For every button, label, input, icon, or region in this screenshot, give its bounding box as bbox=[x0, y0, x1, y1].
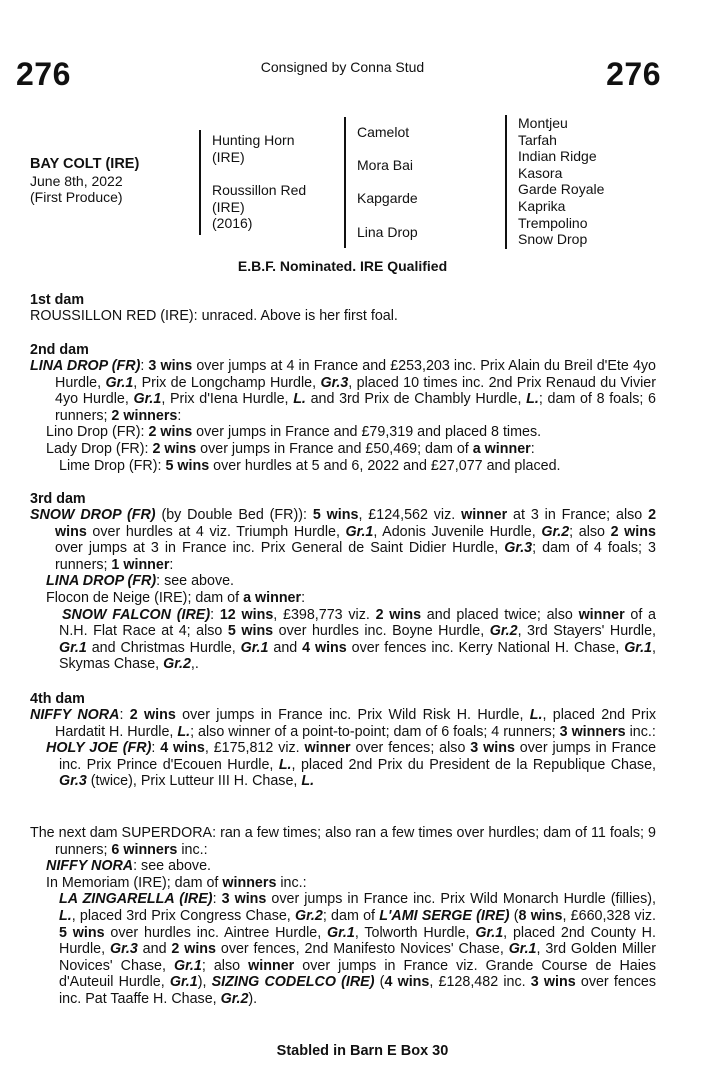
second-dam-text: LINA DROP (FR): 3 wins over jumps at 4 in France and £253,203 inc. Prix Alain du Breil d'Ete 4yo Hurdle, Gr.1, Prix de Longchamp Hurdle, Gr.3, placed 10 times inc. 2nd Prix Renaud du Vivier 4yo Hurdle, Gr.1, Prix d'Iena Hurdle, L. and 3rd Prix de Chambly Hurdle, L.; dam of 8 foals; 6 runners; 2 winners: bbox=[30, 358, 657, 424]
first-dam-heading: 1st dam bbox=[30, 292, 85, 308]
stabling-footer: Stabled in Barn E Box 30 bbox=[276, 1043, 449, 1059]
third-dam-heading: 3rd dam bbox=[30, 491, 86, 507]
great-grandparents bbox=[518, 115, 604, 248]
fourth-dam-text: NIFFY NORA: 2 wins over jumps in France inc. Prix Wild Risk H. Hurdle, L., placed 2nd Prix Hardatit H. Hurdle, L.; also winner of a point-to-point; dam of 6 foals; 4 runners; 3 winners inc.: bbox=[30, 707, 657, 740]
third-dam-produce-1: LINA DROP (FR): see above. bbox=[46, 573, 235, 590]
ggp-4: Kasora bbox=[518, 164, 563, 181]
fourth-dam-produce-1: HOLY JOE (FR): 4 wins, £175,812 viz. winner over fences; also 3 wins over jumps in France inc. Prix Prince d'Ecouen Hurdle, L., placed 2nd Prix du President de la Republique Chase, Gr.3 (twice), Prix Lutteur III H. Chase, L. bbox=[46, 740, 657, 790]
next-dam-text: The next dam SUPERDORA: ran a few times; also ran a few times over hurdles; dam of 11 foals; 9 runners; 6 winners inc.: bbox=[30, 825, 656, 858]
section-first-dam bbox=[30, 292, 656, 325]
section-third-dam bbox=[30, 491, 656, 673]
sire-country: (IRE) bbox=[212, 148, 245, 165]
section-second-dam bbox=[30, 342, 656, 474]
pedigree-bracket-1 bbox=[199, 130, 201, 235]
granddam-2: Lina Drop bbox=[357, 224, 418, 240]
second-dam-produce-3: Lime Drop (FR): 5 wins over hurdles at 5 and 6, 2022 and £27,077 and placed. bbox=[59, 457, 561, 474]
next-dam-produce-2: In Memoriam (IRE); dam of winners inc.: bbox=[46, 874, 307, 891]
lot-number-right: 276 bbox=[606, 56, 661, 92]
second-dam-heading: 2nd dam bbox=[30, 342, 89, 358]
ggp-5: Garde Royale bbox=[518, 181, 605, 198]
third-dam-produce-2: Flocon de Neige (IRE); dam of a winner: bbox=[46, 589, 306, 606]
pedigree-dam bbox=[212, 182, 306, 232]
status-line: E.B.F. Nominated. IRE Qualified bbox=[237, 258, 448, 274]
next-dam-produce-3: LA ZINGARELLA (IRE): 3 wins over jumps in France inc. Prix Wild Monarch Hurdle (fillies), L., placed 3rd Prix Congress Chase, Gr.2; dam of L'AMI SERGE (IRE) (8 wins, £660,328 viz. 5 wins over hurdles inc. Aintree Hurdle, Gr.1, Tolworth Hurdle, Gr.1, placed 2nd County H. Hurdle, Gr.3 and 2 wins over fences, 2nd Manifesto Novices' Chase, Gr.1, 3rd Golden Miller Novices' Chase, Gr.1; also winner over jumps in France viz. Grande Course de Haies d'Auteuil Hurdle, Gr.1), SIZING CODELCO (IRE) (4 wins, £128,482 inc. 3 wins over fences inc. Pat Taaffe H. Chase, Gr.2). bbox=[59, 891, 657, 1007]
pedigree-sire bbox=[212, 132, 295, 165]
third-dam-produce-3: SNOW FALCON (IRE): 12 wins, £398,773 viz. 2 wins and placed twice; also winner of a N.H. Flat Race at 4; also 5 wins over hurdles inc. Boyne Hurdle, Gr.2, 3rd Stayers' Hurdle, Gr.1 and Christmas Hurdle, Gr.1 and 4 wins over fences inc. Kerry National H. Chase, Gr.1, Skymas Chase, Gr.2,. bbox=[59, 606, 657, 673]
next-dam-produce-1: NIFFY NORA: see above. bbox=[46, 858, 212, 875]
horse-foaled: June 8th, 2022 bbox=[30, 172, 123, 189]
horse-name: BAY COLT (IRE) bbox=[30, 156, 140, 172]
third-dam-text: SNOW DROP (FR) (by Double Bed (FR)): 5 wins, £124,562 viz. winner at 3 in France; also 2 wins over hurdles at 4 viz. Triumph Hurdle, Gr.1, Adonis Juvenile Hurdle, Gr.2; also 2 wins over jumps at 3 in France inc. Prix General de Saint Didier Hurdle, Gr.3; dam of 4 foals; 3 runners; 1 winner: bbox=[30, 507, 657, 573]
grandsire-2: Kapgarde bbox=[357, 190, 418, 206]
dam-country: (IRE) bbox=[212, 198, 245, 215]
sire-name: Hunting Horn bbox=[212, 132, 295, 148]
ggp-7: Trempolino bbox=[518, 214, 588, 231]
granddam-1: Mora Bai bbox=[357, 157, 414, 173]
section-next-dam bbox=[30, 825, 656, 1008]
horse-note: (First Produce) bbox=[30, 189, 123, 206]
lot-number-left: 276 bbox=[16, 56, 71, 92]
ggp-6: Kaprika bbox=[518, 197, 566, 214]
second-dam-produce-1: Lino Drop (FR): 2 wins over jumps in France and £79,319 and placed 8 times. bbox=[46, 424, 542, 441]
second-dam-produce-2: Lady Drop (FR): 2 wins over jumps in France and £50,469; dam of a winner: bbox=[46, 440, 535, 457]
ggp-1: Montjeu bbox=[518, 115, 568, 131]
horse-info bbox=[30, 156, 139, 206]
first-dam-text: ROUSSILLON RED (IRE): unraced. Above is her first foal. bbox=[30, 308, 398, 324]
fourth-dam-heading: 4th dam bbox=[30, 691, 85, 707]
grandsire-1: Camelot bbox=[357, 124, 410, 140]
ggp-2: Tarfah bbox=[518, 131, 557, 148]
dam-year: (2016) bbox=[212, 215, 253, 232]
pedigree-bracket-3 bbox=[505, 115, 507, 249]
ggp-3: Indian Ridge bbox=[518, 148, 597, 165]
consignor: Consigned by Conna Stud bbox=[260, 59, 425, 75]
pedigree-bracket-2 bbox=[344, 117, 346, 248]
ggp-8: Snow Drop bbox=[518, 231, 588, 248]
section-fourth-dam bbox=[30, 691, 656, 790]
dam-name: Roussillon Red bbox=[212, 182, 307, 198]
